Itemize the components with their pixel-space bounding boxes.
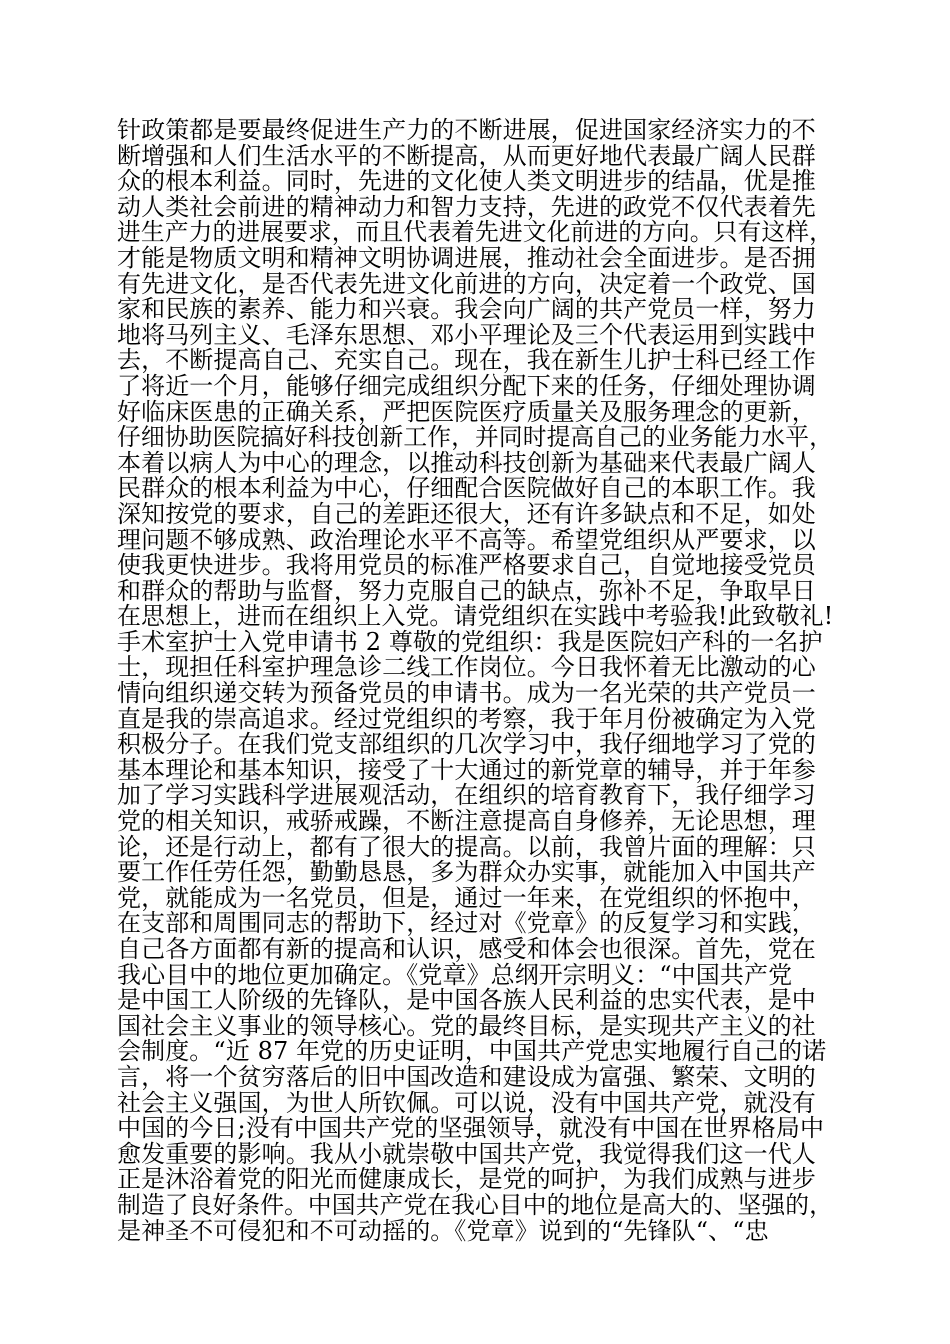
text-line: 手术室护士入党申请书 2 尊敬的党组织：我是医院妇产科的一名护 (117, 627, 823, 656)
text-line: 和群众的帮助与监督，努力克服自己的缺点，弥补不足，争取早日 (117, 576, 816, 605)
text-line: 社会主义强国，为世人所钦佩。可以说，没有中国共产党，就没有 (117, 1088, 816, 1117)
text-line: 自己各方面都有新的提高和认识，感受和体会也很深。首先，党在 (117, 935, 816, 963)
text-line: 家和民族的素养、能力和兴衰。我会向广阔的共产党员一样，努力 (117, 295, 816, 324)
text-line: 地将马列主义、毛泽东思想、邓小平理论及三个代表运用到实践中 (117, 320, 816, 349)
text-line: 在思想上，进而在组织上入党。请党组织在实践中考验我!此致敬礼! (117, 602, 834, 631)
text-line: 了将近一个月，能够仔细完成组织分配下来的任务，仔细处理协调 (117, 371, 816, 400)
text-line: 要工作任劳任怨，勤勤恳恳，多为群众办实事，就能加入中国共产 (117, 858, 816, 887)
text-line: 会制度。“近 87 年党的历史证明，中国共产党忠实地履行自己的诺 (117, 1037, 827, 1066)
text-line: 加了学习实践科学进展观活动，在组织的培育教育下，我仔细学习 (117, 781, 816, 810)
text-line: 士，现担任科室护理急诊二线工作岗位。今日我怀着无比激动的心 (117, 653, 816, 682)
text-line: 我心目中的地位更加确定。《党章》总纲开宗明义：“中国共产党 (117, 960, 793, 989)
text-line: 断增强和人们生活水平的不断提高，从而更好地代表最广阔人民群 (117, 141, 816, 170)
text-line: 深知按党的要求，自己的差距还很大，还有许多缺点和不足，如处 (117, 499, 816, 528)
text-line: 直是我的崇高追求。经过党组织的考察，我于年月份被确定为入党 (117, 704, 816, 733)
text-line: 进生产力的进展要求，而且代表着先进文化前进的方向。只有这样， (117, 218, 833, 247)
text-line: 积极分子。在我们党支部组织的几次学习中，我仔细地学习了党的 (117, 730, 816, 759)
text-line: 论，还是行动上，都有了很大的提高。以前，我曾片面的理解：只 (117, 832, 816, 861)
body-text (117, 118, 833, 1244)
text-line: 中国的今日;没有中国共产党的坚强领导，就没有中国在世界格局中 (117, 1114, 825, 1143)
text-line: 国社会主义事业的领导核心。党的最终目标，是实现共产主义的社 (117, 1011, 816, 1040)
text-line: 情向组织递交转为预备党员的申请书。成为一名光荣的共产党员一 (117, 679, 816, 708)
text-line: 使我更快进步。我将用党员的标准严格要求自己，自觉地接受党员 (117, 551, 816, 580)
text-line: 愈发重要的影响。我从小就崇敬中国共产党，我觉得我们这一代人 (117, 1139, 816, 1168)
text-line: 好临床医患的正确关系，严把医院医疗质量关及服务理念的更新， (117, 397, 816, 426)
text-line: 民群众的根本利益为中心，仔细配合医院做好自己的本职工作。我 (117, 474, 816, 503)
text-line: 有先进文化，是否代表先进文化前进的方向，决定着一个政党、国 (117, 269, 816, 298)
text-line: 基本理论和基本知识，接受了十大通过的新党章的辅导，并于年参 (117, 755, 816, 784)
text-line: 正是沐浴着党的阳光而健康成长，是党的呵护，为我们成熟与进步 (117, 1165, 816, 1194)
text-line: 去，不断提高自己、充实自己。现在，我在新生儿护士科已经工作 (117, 346, 816, 375)
text-line: 本着以病人为中心的理念，以推动科技创新为基础来代表最广阔人 (117, 448, 816, 477)
text-line: 理问题不够成熟、政治理论水平不高等。希望党组织从严要求，以 (117, 525, 816, 554)
text-line: 众的根本利益。同时，先进的文化使人类文明进步的结晶，优是推 (117, 167, 816, 196)
text-line: 是神圣不可侵犯和不可动摇的。《党章》说到的“先锋队“、“忠 (117, 1216, 769, 1245)
text-line: 针政策都是要最终促进生产力的不断进展，促进国家经济实力的不 (117, 116, 816, 144)
text-line: 党，就能成为一名党员，但是，通过一年来，在党组织的怀抱中， (117, 883, 816, 912)
text-line: 制造了良好条件。中国共产党在我心目中的地位是高大的、坚强的， (117, 1190, 833, 1219)
text-line: 是中国工人阶级的先锋队，是中国各族人民利益的忠实代表，是中 (117, 986, 816, 1015)
text-line: 动人类社会前进的精神动力和智力支持，先进的政党不仅代表着先 (117, 192, 816, 221)
text-line: 党的相关知识，戒骄戒躁，不断注意提高自身修养，无论思想，理 (117, 807, 816, 836)
text-line: 仔细协助医院搞好科技创新工作，并同时提高自己的业务能力水平， (117, 423, 833, 452)
text-line: 在支部和周围同志的帮助下，经过对《党章》的反复学习和实践， (117, 909, 816, 938)
text-line: 才能是物质文明和精神文明协调进展，推动社会全面进步。是否拥 (117, 243, 816, 272)
text-line: 言，将一个贫穷落后的旧中国改造和建设成为富强、繁荣、文明的 (117, 1062, 816, 1091)
